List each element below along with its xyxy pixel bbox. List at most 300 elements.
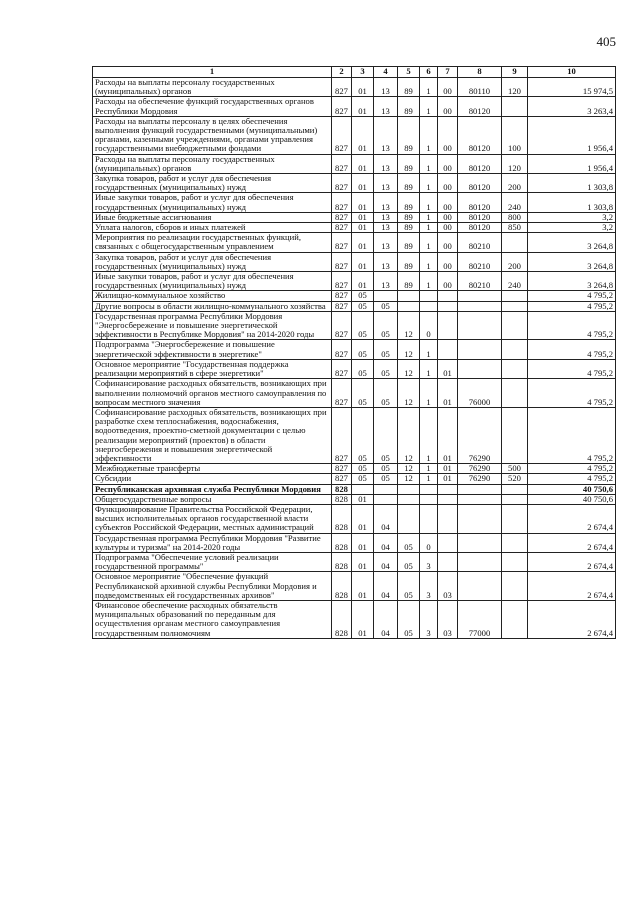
row-code-cell: 1: [420, 379, 438, 408]
table-row: [93, 78, 616, 97]
table-row: [93, 484, 616, 494]
row-code-cell: 0: [420, 311, 438, 340]
row-code-cell: 827: [332, 464, 352, 474]
row-amount-cell: 40 750,6: [528, 484, 616, 494]
row-code-cell: 13: [374, 116, 398, 154]
row-code-cell: 828: [332, 494, 352, 504]
table-row: [93, 464, 616, 474]
row-code-cell: 05: [374, 379, 398, 408]
row-code-cell: 03: [438, 572, 458, 601]
row-code-cell: 76290: [458, 464, 502, 474]
row-code-cell: 01: [352, 504, 374, 533]
row-code-cell: 0: [420, 533, 438, 552]
row-code-cell: [420, 291, 438, 301]
row-name-cell: Иные закупки товаров, работ и услуг для обеспечения государственных (муниципальных) нужд: [93, 193, 332, 212]
row-code-cell: 01: [352, 572, 374, 601]
row-code-cell: 827: [332, 291, 352, 301]
row-code-cell: 827: [332, 301, 352, 311]
row-code-cell: [458, 484, 502, 494]
row-amount-cell: 3 264,8: [528, 272, 616, 291]
row-amount-cell: 3 263,4: [528, 97, 616, 116]
row-amount-cell: 4 795,2: [528, 407, 616, 463]
row-name-cell: Другие вопросы в области жилищно-коммунального хозяйства: [93, 301, 332, 311]
row-code-cell: [458, 533, 502, 552]
row-code-cell: 828: [332, 533, 352, 552]
row-name-cell: Иные бюджетные ассигнования: [93, 212, 332, 222]
table-row: [93, 407, 616, 463]
row-code-cell: [438, 484, 458, 494]
row-code-cell: 1: [420, 252, 438, 271]
row-name-cell: Расходы на выплаты персоналу государственных (муниципальных) органов: [93, 78, 332, 97]
table-row: [93, 552, 616, 571]
row-code-cell: 76290: [458, 407, 502, 463]
row-code-cell: 00: [438, 252, 458, 271]
table-row: [93, 291, 616, 301]
row-code-cell: 827: [332, 359, 352, 378]
row-code-cell: 05: [374, 359, 398, 378]
row-code-cell: 00: [438, 233, 458, 252]
row-code-cell: 1: [420, 78, 438, 97]
row-code-cell: 12: [398, 474, 420, 484]
row-code-cell: [458, 311, 502, 340]
row-code-cell: 1: [420, 474, 438, 484]
row-code-cell: 1: [420, 97, 438, 116]
row-code-cell: 13: [374, 97, 398, 116]
row-code-cell: 13: [374, 174, 398, 193]
row-code-cell: 89: [398, 78, 420, 97]
row-amount-cell: 2 674,4: [528, 504, 616, 533]
page-number: 405: [596, 34, 616, 49]
row-code-cell: 13: [374, 233, 398, 252]
row-code-cell: 76290: [458, 474, 502, 484]
row-code-cell: [458, 552, 502, 571]
table-row: [93, 340, 616, 359]
row-code-cell: 05: [398, 572, 420, 601]
row-amount-cell: 3,2: [528, 223, 616, 233]
row-code-cell: 05: [352, 291, 374, 301]
row-code-cell: 1: [420, 407, 438, 463]
row-amount-cell: 4 795,2: [528, 301, 616, 311]
row-code-cell: 827: [332, 193, 352, 212]
row-code-cell: [502, 233, 528, 252]
table-row: [93, 97, 616, 116]
row-code-cell: 89: [398, 212, 420, 222]
header-cell: 8: [458, 67, 502, 78]
row-code-cell: 05: [374, 301, 398, 311]
row-code-cell: 05: [352, 474, 374, 484]
row-code-cell: 827: [332, 154, 352, 173]
row-code-cell: [352, 484, 374, 494]
row-code-cell: 01: [352, 97, 374, 116]
row-code-cell: [458, 494, 502, 504]
row-code-cell: [502, 97, 528, 116]
table-row: [93, 533, 616, 552]
table-row: [93, 193, 616, 212]
row-code-cell: 05: [398, 600, 420, 638]
row-code-cell: 827: [332, 252, 352, 271]
row-code-cell: 05: [352, 340, 374, 359]
row-code-cell: 80120: [458, 223, 502, 233]
row-code-cell: [420, 504, 438, 533]
row-code-cell: 00: [438, 116, 458, 154]
row-code-cell: 13: [374, 252, 398, 271]
row-code-cell: [438, 311, 458, 340]
row-amount-cell: 4 795,2: [528, 340, 616, 359]
row-name-cell: Софинансирование расходных обязательств, возникающих при разработке схем теплоснабжения, водоснабжения, водоотведения, проектно-сметной документации с целью реализации мероприятий (проектов) в области энергосбережения и повышения энергетической эффективности: [93, 407, 332, 463]
row-code-cell: 05: [352, 379, 374, 408]
row-name-cell: Софинансирование расходных обязательств, возникающих при выполнении полномочий органов местного самоуправления по вопросам местного значения: [93, 379, 332, 408]
row-code-cell: 3: [420, 552, 438, 571]
row-code-cell: [502, 291, 528, 301]
row-code-cell: [458, 291, 502, 301]
row-code-cell: [502, 552, 528, 571]
row-code-cell: 1: [420, 154, 438, 173]
row-amount-cell: 4 795,2: [528, 359, 616, 378]
row-code-cell: 12: [398, 359, 420, 378]
row-code-cell: 1: [420, 340, 438, 359]
row-code-cell: 1: [420, 233, 438, 252]
row-code-cell: 80120: [458, 97, 502, 116]
row-amount-cell: 4 795,2: [528, 291, 616, 301]
row-code-cell: [398, 301, 420, 311]
row-code-cell: 05: [352, 311, 374, 340]
row-code-cell: [438, 301, 458, 311]
row-code-cell: 1: [420, 116, 438, 154]
row-code-cell: [420, 484, 438, 494]
row-code-cell: 1: [420, 193, 438, 212]
row-code-cell: 3: [420, 600, 438, 638]
row-code-cell: 01: [438, 359, 458, 378]
row-code-cell: 03: [438, 600, 458, 638]
row-name-cell: Государственная программа Республики Мордовия "Энергосбережение и повышение энергетической эффективности в Республике Мордовия" на 2014-2020 годы: [93, 311, 332, 340]
row-name-cell: Закупка товаров, работ и услуг для обеспечения государственных (муниципальных) нужд: [93, 174, 332, 193]
row-code-cell: 1: [420, 464, 438, 474]
row-code-cell: 76000: [458, 379, 502, 408]
row-amount-cell: 4 795,2: [528, 379, 616, 408]
row-code-cell: 12: [398, 407, 420, 463]
row-name-cell: Межбюджетные трансферты: [93, 464, 332, 474]
row-code-cell: 00: [438, 193, 458, 212]
row-amount-cell: 2 674,4: [528, 572, 616, 601]
row-code-cell: 89: [398, 193, 420, 212]
row-amount-cell: 40 750,6: [528, 494, 616, 504]
row-code-cell: 05: [398, 533, 420, 552]
row-code-cell: 80210: [458, 233, 502, 252]
header-cell: 6: [420, 67, 438, 78]
row-code-cell: 850: [502, 223, 528, 233]
row-amount-cell: 3,2: [528, 212, 616, 222]
row-code-cell: [502, 340, 528, 359]
row-code-cell: 01: [352, 233, 374, 252]
row-code-cell: 827: [332, 174, 352, 193]
row-name-cell: Государственная программа Республики Мордовия "Развитие культуры и туризма" на 2014-2020 годы: [93, 533, 332, 552]
row-code-cell: 89: [398, 154, 420, 173]
row-amount-cell: 2 674,4: [528, 552, 616, 571]
table-row: [93, 301, 616, 311]
row-code-cell: 05: [374, 340, 398, 359]
row-code-cell: [438, 340, 458, 359]
row-code-cell: 01: [352, 494, 374, 504]
row-code-cell: 80120: [458, 212, 502, 222]
row-code-cell: 827: [332, 212, 352, 222]
row-code-cell: [374, 484, 398, 494]
row-code-cell: 89: [398, 223, 420, 233]
row-code-cell: 800: [502, 212, 528, 222]
row-code-cell: 89: [398, 272, 420, 291]
row-code-cell: 80110: [458, 78, 502, 97]
row-code-cell: 89: [398, 97, 420, 116]
row-code-cell: [458, 301, 502, 311]
row-code-cell: 05: [374, 464, 398, 474]
row-amount-cell: 2 674,4: [528, 600, 616, 638]
table-row: [93, 359, 616, 378]
row-code-cell: [502, 379, 528, 408]
row-code-cell: 04: [374, 504, 398, 533]
row-code-cell: 05: [374, 474, 398, 484]
row-code-cell: 01: [352, 174, 374, 193]
table-row: [93, 572, 616, 601]
row-code-cell: [398, 291, 420, 301]
row-code-cell: [374, 291, 398, 301]
row-code-cell: 520: [502, 474, 528, 484]
row-code-cell: 05: [352, 407, 374, 463]
row-code-cell: 828: [332, 552, 352, 571]
row-name-cell: Расходы на выплаты персоналу в целях обеспечения выполнения функций государственными (муниципальными) органами, казенными учреждениями, органами управления государственными внебюджетными фондами: [93, 116, 332, 154]
row-amount-cell: 1 303,8: [528, 193, 616, 212]
row-code-cell: [458, 572, 502, 601]
row-code-cell: [420, 301, 438, 311]
row-code-cell: [502, 504, 528, 533]
row-code-cell: 05: [374, 311, 398, 340]
row-amount-cell: 1 956,4: [528, 154, 616, 173]
row-code-cell: 01: [438, 464, 458, 474]
header-cell: 10: [528, 67, 616, 78]
row-code-cell: 100: [502, 116, 528, 154]
row-code-cell: 01: [352, 116, 374, 154]
row-name-cell: Мероприятия по реализации государственных функций, связанных с общегосударственным управлением: [93, 233, 332, 252]
header-cell: 3: [352, 67, 374, 78]
row-code-cell: 12: [398, 379, 420, 408]
table-row: [93, 311, 616, 340]
row-code-cell: 120: [502, 78, 528, 97]
row-code-cell: 827: [332, 407, 352, 463]
table-row: [93, 116, 616, 154]
table-body: [93, 78, 616, 639]
row-code-cell: [398, 494, 420, 504]
row-code-cell: 80120: [458, 174, 502, 193]
row-code-cell: 827: [332, 272, 352, 291]
row-code-cell: 828: [332, 504, 352, 533]
row-code-cell: 80210: [458, 272, 502, 291]
table-row: [93, 379, 616, 408]
row-code-cell: 13: [374, 212, 398, 222]
row-code-cell: [420, 494, 438, 504]
header-cell: 7: [438, 67, 458, 78]
row-code-cell: 01: [352, 533, 374, 552]
row-name-cell: Субсидии: [93, 474, 332, 484]
row-code-cell: 00: [438, 154, 458, 173]
row-code-cell: 827: [332, 223, 352, 233]
row-code-cell: 01: [352, 154, 374, 173]
row-code-cell: 12: [398, 340, 420, 359]
row-code-cell: 01: [352, 78, 374, 97]
row-code-cell: 200: [502, 174, 528, 193]
row-code-cell: [458, 504, 502, 533]
row-code-cell: 01: [352, 193, 374, 212]
row-code-cell: 827: [332, 311, 352, 340]
table-row: [93, 212, 616, 222]
row-code-cell: 01: [352, 212, 374, 222]
row-code-cell: 05: [352, 359, 374, 378]
row-code-cell: 240: [502, 193, 528, 212]
row-amount-cell: 1 956,4: [528, 116, 616, 154]
row-code-cell: 04: [374, 600, 398, 638]
row-code-cell: 827: [332, 78, 352, 97]
row-name-cell: Расходы на выплаты персоналу государственных (муниципальных) органов: [93, 154, 332, 173]
table-row: [93, 223, 616, 233]
row-name-cell: Уплата налогов, сборов и иных платежей: [93, 223, 332, 233]
row-code-cell: [438, 291, 458, 301]
table-row: [93, 233, 616, 252]
row-code-cell: 828: [332, 600, 352, 638]
table-row: [93, 504, 616, 533]
row-amount-cell: 2 674,4: [528, 533, 616, 552]
row-name-cell: Республиканская архивная служба Республики Мордовия: [93, 484, 332, 494]
row-code-cell: 1: [420, 212, 438, 222]
row-code-cell: 200: [502, 252, 528, 271]
row-name-cell: Закупка товаров, работ и услуг для обеспечения государственных (муниципальных) нужд: [93, 252, 332, 271]
row-code-cell: 05: [352, 301, 374, 311]
header-cell: 9: [502, 67, 528, 78]
row-code-cell: 80120: [458, 116, 502, 154]
row-amount-cell: 3 264,8: [528, 233, 616, 252]
table-row: [93, 272, 616, 291]
row-code-cell: 13: [374, 193, 398, 212]
row-code-cell: 80210: [458, 252, 502, 271]
row-code-cell: [502, 311, 528, 340]
row-code-cell: 00: [438, 212, 458, 222]
row-amount-cell: 4 795,2: [528, 464, 616, 474]
row-code-cell: 827: [332, 474, 352, 484]
header-cell: 2: [332, 67, 352, 78]
row-code-cell: 00: [438, 272, 458, 291]
row-code-cell: 01: [352, 600, 374, 638]
row-name-cell: Общегосударственные вопросы: [93, 494, 332, 504]
header-row: [93, 67, 616, 78]
row-code-cell: [398, 504, 420, 533]
table-row: [93, 154, 616, 173]
row-code-cell: 80120: [458, 193, 502, 212]
row-code-cell: 01: [438, 407, 458, 463]
row-code-cell: [458, 359, 502, 378]
row-code-cell: 1: [420, 359, 438, 378]
row-code-cell: 1: [420, 174, 438, 193]
table-row: [93, 252, 616, 271]
table-row: [93, 174, 616, 193]
row-code-cell: 12: [398, 464, 420, 474]
row-code-cell: 500: [502, 464, 528, 474]
row-code-cell: 04: [374, 552, 398, 571]
row-code-cell: 1: [420, 272, 438, 291]
row-code-cell: [502, 600, 528, 638]
row-code-cell: [458, 340, 502, 359]
row-code-cell: 01: [352, 252, 374, 271]
row-name-cell: Иные закупки товаров, работ и услуг для обеспечения государственных (муниципальных) нужд: [93, 272, 332, 291]
row-code-cell: [502, 572, 528, 601]
row-code-cell: 05: [398, 552, 420, 571]
row-code-cell: 827: [332, 379, 352, 408]
row-code-cell: 89: [398, 252, 420, 271]
row-code-cell: 13: [374, 272, 398, 291]
row-code-cell: 120: [502, 154, 528, 173]
row-code-cell: 12: [398, 311, 420, 340]
table-row: [93, 494, 616, 504]
row-name-cell: Подпрограмма "Обеспечение условий реализации государственной программы": [93, 552, 332, 571]
row-code-cell: 01: [438, 474, 458, 484]
row-code-cell: 89: [398, 233, 420, 252]
row-code-cell: 00: [438, 97, 458, 116]
row-code-cell: 89: [398, 174, 420, 193]
row-code-cell: 240: [502, 272, 528, 291]
row-code-cell: 01: [352, 272, 374, 291]
row-code-cell: 05: [352, 464, 374, 474]
row-code-cell: 04: [374, 572, 398, 601]
row-code-cell: [438, 533, 458, 552]
header-cell: 5: [398, 67, 420, 78]
row-code-cell: 13: [374, 78, 398, 97]
row-code-cell: 00: [438, 174, 458, 193]
row-code-cell: 89: [398, 116, 420, 154]
row-code-cell: [502, 494, 528, 504]
row-code-cell: 827: [332, 340, 352, 359]
row-code-cell: [502, 359, 528, 378]
row-amount-cell: 4 795,2: [528, 474, 616, 484]
row-code-cell: 828: [332, 572, 352, 601]
budget-table: [92, 66, 616, 639]
row-code-cell: [398, 484, 420, 494]
row-code-cell: 04: [374, 533, 398, 552]
row-amount-cell: 15 974,5: [528, 78, 616, 97]
row-code-cell: [374, 494, 398, 504]
row-code-cell: 00: [438, 78, 458, 97]
row-code-cell: [502, 301, 528, 311]
header-cell: 4: [374, 67, 398, 78]
header-cell: 1: [93, 67, 332, 78]
row-amount-cell: 4 795,2: [528, 311, 616, 340]
row-code-cell: [438, 504, 458, 533]
row-code-cell: 80120: [458, 154, 502, 173]
row-amount-cell: 3 264,8: [528, 252, 616, 271]
row-code-cell: 13: [374, 154, 398, 173]
table-row: [93, 600, 616, 638]
row-amount-cell: 1 303,8: [528, 174, 616, 193]
row-code-cell: 05: [374, 407, 398, 463]
row-code-cell: 1: [420, 223, 438, 233]
row-name-cell: Подпрограмма "Энергосбережение и повышение энергетической эффективности в энергетике": [93, 340, 332, 359]
row-name-cell: Основное мероприятие "Обеспечение функций Республиканской архивной службы Республики Мордовия и подведомственных ей государственных архивов": [93, 572, 332, 601]
row-code-cell: [438, 494, 458, 504]
row-name-cell: Функционирование Правительства Российской Федерации, высших исполнительных органов государственной власти субъектов Российской Федерации, местных администраций: [93, 504, 332, 533]
row-code-cell: 827: [332, 116, 352, 154]
row-code-cell: [438, 552, 458, 571]
row-name-cell: Основное мероприятие "Государственная поддержка реализации мероприятий в сфере энергетики": [93, 359, 332, 378]
row-code-cell: [502, 407, 528, 463]
row-code-cell: 77000: [458, 600, 502, 638]
row-name-cell: Финансовое обеспечение расходных обязательств муниципальных образований по переданным для осуществления органам местного самоуправления государственным полномочиям: [93, 600, 332, 638]
row-code-cell: 01: [352, 552, 374, 571]
row-code-cell: 827: [332, 233, 352, 252]
row-code-cell: 3: [420, 572, 438, 601]
